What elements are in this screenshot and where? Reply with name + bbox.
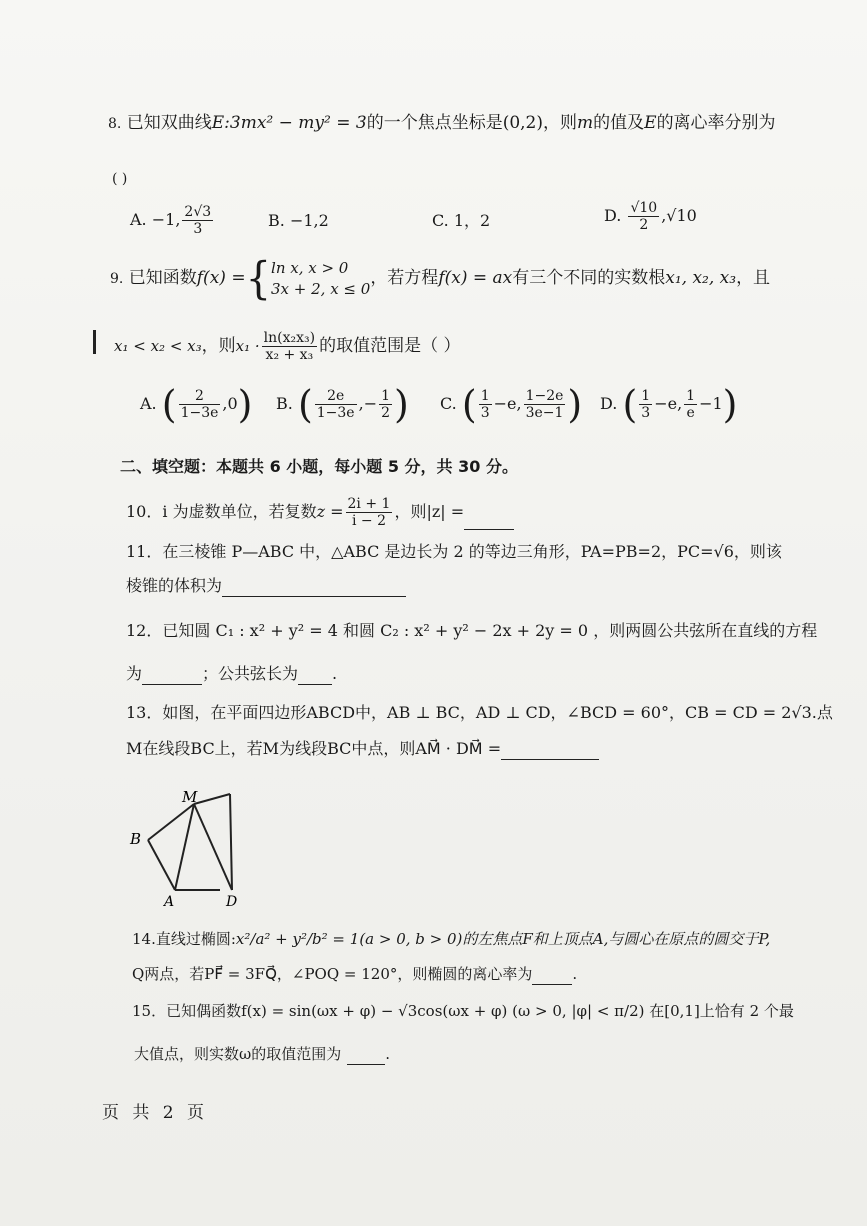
q8-option-c [432, 210, 490, 232]
q14-number: 14. [132, 930, 156, 948]
q12-line1 [126, 620, 817, 642]
q8-option-d [604, 200, 697, 233]
q15-answer-blank[interactable] [347, 1048, 385, 1065]
fig-label-A: A [164, 894, 175, 910]
q9-line2-b: ，则 [201, 336, 236, 356]
q8-option-a [130, 204, 215, 237]
q13-text-2: M在线段BC上，若M为线段BC中点，则AM⃗ · DM⃗ = [126, 739, 502, 758]
q12-blank-1[interactable] [142, 666, 202, 685]
q9-stem-a: 已知函数 [128, 268, 197, 288]
q9-brace: { [245, 253, 272, 304]
q9-line2-c: 的取值范围是（ ） [319, 336, 461, 356]
q10-text-b: ，则|z| = [394, 502, 465, 521]
q8-equation: E:3mx² − my² = 3 [211, 113, 367, 133]
q8-option-d-label: D. [604, 206, 622, 225]
q9-fx: f(x) = [196, 268, 246, 288]
q9-option-b: B. ( $\frac{2e}{1-3e}$ ,− $\frac{1}{2}$ ) [276, 382, 409, 427]
q8-option-b-label: B. [268, 211, 285, 230]
q8-e: E [644, 113, 657, 133]
q15-text: 已知偶函数f(x) = sin(ωx + φ) − √3cos(ωx + φ) (ω > 0, |φ| < π/2) 在[0,1]上恰有 2 个最 [166, 1002, 794, 1020]
q8-paren: ( ) [112, 171, 128, 187]
fig-edge-MC [194, 794, 230, 804]
q8-stem-c: ，则 [543, 113, 578, 133]
q9-order: x₁ < x₂ < x₃ [114, 337, 202, 355]
q8-m: m [577, 113, 594, 133]
q8-stem-f: 的离心率分别为 [656, 113, 776, 133]
q8-option-a-pre: −1, [151, 210, 181, 229]
q8-stem-b: 的一个焦点坐标是 [366, 113, 503, 133]
q14-line2: Q两点，若PF⃗ = 3FQ⃗，∠POQ = 120°，则椭圆的离心率为 . [132, 965, 578, 983]
q8-stem [108, 112, 776, 135]
q12-text-a: 为 [126, 664, 143, 683]
margin-mark [93, 330, 96, 354]
fig-edge-CD [230, 794, 232, 890]
q8-option-a-frac: $\frac{2√3}{3}$ [184, 204, 212, 237]
q8-option-d-post: ,√10 [661, 206, 697, 225]
q9-option-c: C. ( $\frac{1}{3}$ −e, $\frac{1-2e}{3e-1}$ ) [440, 382, 583, 427]
q9-frac: $\frac{\text{ln(x₂x₃)}}{\text{x₂ + x₃}}$ [263, 330, 316, 363]
q9-option-a: A. ( $\frac{2}{1-3e}$ ,0) [140, 382, 253, 427]
q8-stem-d: 的值及 [593, 113, 645, 133]
q9-number: 9. [110, 271, 124, 287]
q13-line2 [126, 738, 599, 760]
q8-option-a-label: A. [130, 210, 147, 229]
q14-line1 [132, 928, 770, 950]
q9-stem-c: 有三个不同的实数根 [512, 268, 666, 288]
q9-cases: ln x, x > 0 3x + 2, x ≤ 0 [271, 258, 371, 298]
q11-answer-blank[interactable] [222, 578, 406, 597]
q10-z: z = [316, 502, 344, 521]
q15-line2: 大值点，则实数ω的取值范围为 . [134, 1045, 391, 1063]
page-footer: 页 共 2 页 [102, 1103, 209, 1123]
q15-line1 [132, 1000, 794, 1022]
q9-line2 [114, 326, 461, 366]
q9-option-c-label: C. [440, 394, 457, 413]
q9-stem-d: ，且 [736, 268, 771, 288]
q10-answer-blank[interactable] [464, 511, 514, 530]
q8-option-c-label: C. [432, 211, 449, 230]
q9-option-a-label: A. [140, 394, 157, 413]
q12-text: 已知圆 C₁ : x² + y² = 4 和圆 C₂ : x² + y² − 2x + 2y = 0 ，则两圆公共弦所在直线的方程 [162, 621, 818, 640]
q10-text-a: i 为虚数单位，若复数 [162, 502, 317, 521]
q10-number: 10． [126, 502, 163, 521]
fig-edge-BA [148, 840, 175, 890]
q9-option-d-label: D. [600, 394, 618, 413]
q12-text-c: . [332, 664, 338, 683]
q12-text-b: ；公共弦长为 [202, 664, 299, 683]
q11-line2 [126, 575, 406, 597]
q11-text: 在三棱锥 P—ABC 中，△ABC 是边长为 2 的等边三角形，PA=PB=2，PC=√6，则该 [162, 542, 782, 561]
q8-point: (0,2) [502, 113, 544, 133]
fig-label-M: M [182, 788, 198, 806]
section-2-heading: 二、填空题：本题共 6 小题，每小题 5 分，共 30 分。 [120, 457, 518, 476]
q12-line2 [126, 663, 337, 685]
q9-eq: f(x) = ax [438, 268, 513, 288]
q9-stem-b: ，若方程 [370, 268, 439, 288]
q10-frac: $\frac{2i + 1}{i - 2}$ [347, 496, 391, 529]
q14-text-2: Q两点，若PF⃗ = 3FQ⃗，∠POQ = 120°，则椭圆的离心率为 [132, 965, 533, 983]
q8-number: 8. [108, 116, 122, 132]
q9-roots: x₁, x₂, x₃ [665, 268, 737, 288]
q9-stem [110, 253, 771, 304]
q13-text: 如图，在平面四边形ABCD中，AB ⊥ BC，AD ⊥ CD，∠BCD = 60°，CB = CD = 2√3.点 [162, 703, 833, 722]
q9-option-b-label: B. [276, 394, 293, 413]
q11-number: 11． [126, 542, 163, 561]
q14-text-a: 直线过椭圆: [155, 930, 236, 948]
q8-option-d-frac: $\frac{√10}{2}$ [630, 200, 658, 233]
q13-answer-blank[interactable] [501, 741, 599, 760]
q9-option-d: D. ( $\frac{1}{3}$ −e, $\frac{1}{e}$ −1) [600, 382, 738, 427]
fig-edge-MD [194, 804, 232, 890]
q9-x1: x₁ · [235, 337, 260, 355]
q11-text-2: 棱锥的体积为 [126, 576, 223, 595]
q14-text-eq: x²/a² + y²/b² = 1(a > 0, b > 0)的左焦点F和上顶点A,与圆心在原点的圆交于P, [235, 930, 771, 948]
q14-answer-blank[interactable] [532, 968, 572, 985]
q8-stem-a: 已知双曲线 [126, 113, 212, 133]
q8-option-c-value: 1，2 [453, 211, 491, 230]
q13-figure [120, 782, 260, 912]
q11-line1 [126, 541, 782, 563]
q13-number: 13． [126, 703, 163, 722]
q15-text-2: 大值点，则实数ω的取值范围为 [134, 1045, 342, 1063]
q12-number: 12． [126, 621, 163, 640]
q10-stem [126, 494, 514, 530]
q15-number: 15． [132, 1002, 167, 1020]
q13-line1 [126, 702, 833, 724]
q8-option-b-value: −1,2 [289, 211, 329, 230]
q12-blank-2[interactable] [298, 666, 332, 685]
fig-label-B: B [130, 830, 142, 848]
fig-label-D: D [226, 894, 238, 910]
q8-option-b [268, 210, 329, 232]
